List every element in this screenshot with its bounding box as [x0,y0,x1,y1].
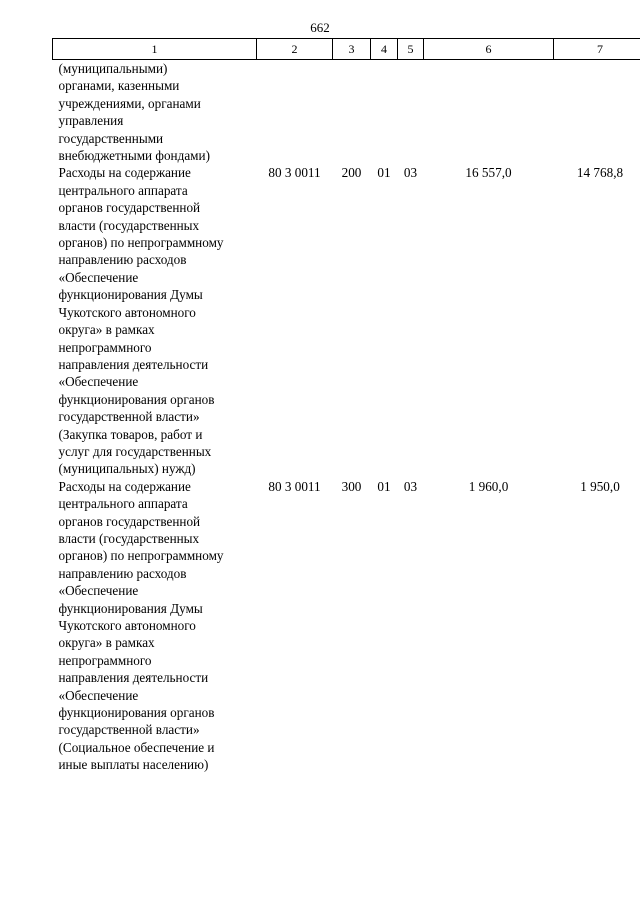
row-name: (муниципальными) органами, казенными учреждениями, органами управления государственными внебюджетными фондами) [58,61,210,164]
row-amount-1: 1 960,0 [468,478,509,494]
row-amount-2 [554,60,640,165]
column-header-2: 2 [257,39,333,60]
row-amount-2: 1 950,0 [580,478,620,494]
column-header-1: 1 [53,39,257,60]
row-subsection [398,60,424,165]
row-target-code: 80 3 0011 [268,165,321,181]
row-section [371,60,398,165]
row-section: 01 [377,165,391,181]
row-section: 01 [377,478,391,494]
table-header-row [53,39,640,60]
row-expense-type: 300 [341,478,362,494]
row-expense-type: 200 [341,165,362,181]
row-target-code [257,60,333,165]
row-name: Расходы на содержание центрального аппарата органов государственной власти (государственных органов) по непрограммному направлению расходов «Обеспечение функционирования Думы Чукотского автономного округа» в рамках непрограммного направления деятельности «Обеспечение функционирования органов государственной власти» (Закупка товаров, работ и услуг для государственных (муниципальных) нужд) [58,165,224,477]
column-header-5: 5 [398,39,424,60]
column-header-6: 6 [424,39,554,60]
table-row [53,60,640,165]
column-header-4: 4 [371,39,398,60]
column-header-3: 3 [333,39,371,60]
table-row [53,478,640,774]
row-target-code: 80 3 0011 [268,478,321,494]
row-expense-type [333,60,371,165]
table-row [53,164,640,477]
row-subsection: 03 [403,165,418,181]
row-amount-2: 14 768,8 [576,165,624,181]
row-subsection: 03 [403,478,418,494]
row-name: Расходы на содержание центрального аппарата органов государственной власти (государственных органов) по непрограммному направлению расходов «Обеспечение функционирования Думы Чукотского автономного округа» в рамках непрограммного направления деятельности «Обеспечение функционирования органов государственной власти» (Социальное обеспечение и иные выплаты населению) [58,478,224,773]
row-amount-1 [424,60,554,165]
budget-table [52,38,640,774]
row-amount-1: 16 557,0 [465,165,512,181]
column-header-7: 7 [554,39,640,60]
page-number: 662 [310,20,330,35]
